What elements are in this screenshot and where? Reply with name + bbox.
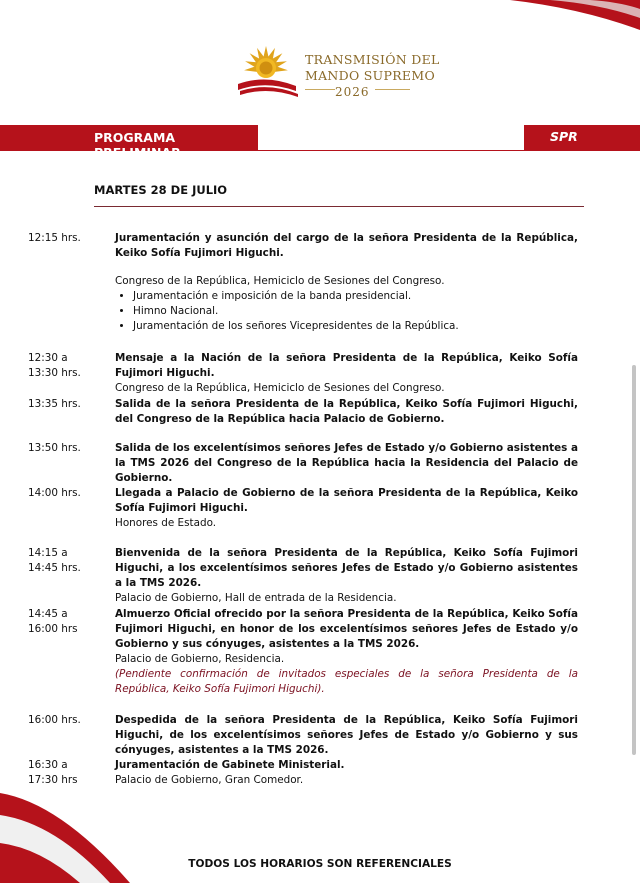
schedule-place: Palacio de Gobierno, Hall de entrada de la Residencia. xyxy=(115,592,397,604)
list-item: • Himno Nacional. xyxy=(133,304,578,319)
schedule-time: 12:15 hrs. xyxy=(28,232,81,244)
schedule-description xyxy=(115,758,578,788)
header-divider xyxy=(258,150,524,151)
schedule-description xyxy=(115,351,578,396)
schedule-title: Salida de la señora Presidenta de la República, Keiko Sofía Fujimori Higuchi, del Congreso de la República hacia Palacio de Gobierno. xyxy=(115,398,578,425)
schedule-time: 14:00 hrs. xyxy=(28,487,81,499)
date-rule xyxy=(94,206,584,207)
schedule-place: Congreso de la República, Hemiciclo de Sesiones del Congreso. xyxy=(115,275,445,287)
logo-rule-right xyxy=(375,89,410,90)
schedule-description xyxy=(115,607,578,697)
program-header-bar xyxy=(0,125,258,160)
schedule-time: 14:45 a 16:00 hrs xyxy=(28,608,78,635)
schedule-time: 14:15 a 14:45 hrs. xyxy=(28,547,81,574)
logo-title-line1: TRANSMISIÓN DEL xyxy=(305,52,440,67)
list-item: • Juramentación de los señores Vicepresidentes de la República. xyxy=(133,319,578,334)
list-item: • Juramentación e imposición de la banda presidencial. xyxy=(133,289,578,304)
schedule-description xyxy=(115,441,578,486)
logo-title-line2: MANDO SUPREMO xyxy=(305,68,435,83)
date-heading: MARTES 28 DE JULIO xyxy=(94,183,228,197)
schedule-time: 13:50 hrs. xyxy=(28,442,81,454)
logo-title xyxy=(305,52,440,99)
logo-rule-left xyxy=(305,89,335,90)
schedule-title: Almuerzo Oficial ofrecido por la señora Presidenta de la República, Keiko Sofía Fujimori Higuchi, en honor de los excelentísimos señores Jefes de Estado y/o Gobierno y sus cónyuges, asistentes a la TMS 2026. xyxy=(115,608,578,650)
schedule-bullets xyxy=(115,289,578,334)
schedule-place: Honores de Estado. xyxy=(115,517,217,529)
footer-note: TODOS LOS HORARIOS SON REFERENCIALES xyxy=(188,858,452,870)
schedule-time: 13:35 hrs. xyxy=(28,398,81,410)
schedule-description xyxy=(115,231,578,334)
schedule-description xyxy=(115,397,578,427)
schedule-place: Palacio de Gobierno, Residencia. xyxy=(115,653,285,665)
flag-decoration-top xyxy=(480,0,640,40)
schedule-title: Mensaje a la Nación de la señora Presidenta de la República, Keiko Sofía Fujimori Higuchi. xyxy=(115,352,578,379)
schedule-title: Despedida de la señora Presidenta de la República, Keiko Sofía Fujimori Higuchi, de los excelentísimos señores Jefes de Estado y/o Gobierno y sus cónyuges, asistentes a la TMS 2026. xyxy=(115,714,578,756)
schedule-title: Juramentación de Gabinete Ministerial. xyxy=(115,759,345,771)
schedule-title: Bienvenida de la señora Presidenta de la República, Keiko Sofía Fujimori Higuchi, a los excelentísimos señores Jefes de Estado y/o Gobierno asistentes a la TMS 2026. xyxy=(115,547,578,589)
schedule-place: Palacio de Gobierno, Gran Comedor. xyxy=(115,774,304,786)
schedule-description xyxy=(115,713,578,758)
schedule-description xyxy=(115,486,578,531)
logo-year: 2026 xyxy=(335,85,370,99)
spr-label: SPR xyxy=(550,129,578,144)
schedule-title: Salida de los excelentísimos señores Jefes de Estado y/o Gobierno asistentes a la TMS 2026 del Congreso de la República hacia la Residencia del Palacio de Gobierno. xyxy=(115,442,578,484)
schedule-time: 16:30 a 17:30 hrs xyxy=(28,759,78,786)
program-header-label: PROGRAMA PRELIMINAR xyxy=(94,130,181,160)
schedule-time: 16:00 hrs. xyxy=(28,714,81,726)
scrollbar[interactable] xyxy=(632,365,636,755)
schedule-time: 12:30 a 13:30 hrs. xyxy=(28,352,81,379)
schedule-note: (Pendiente confirmación de invitados especiales de la señora Presidenta de la República, Keiko Sofía Fujimori Higuchi). xyxy=(115,668,578,695)
spr-badge xyxy=(524,125,640,151)
schedule-place: Congreso de la República, Hemiciclo de Sesiones del Congreso. xyxy=(115,382,445,394)
schedule-description xyxy=(115,546,578,606)
schedule-title: Llegada a Palacio de Gobierno de la señora Presidenta de la República, Keiko Sofía Fujimori Higuchi. xyxy=(115,487,578,514)
schedule-title: Juramentación y asunción del cargo de la señora Presidenta de la República, Keiko Sofía Fujimori Higuchi. xyxy=(115,232,578,259)
